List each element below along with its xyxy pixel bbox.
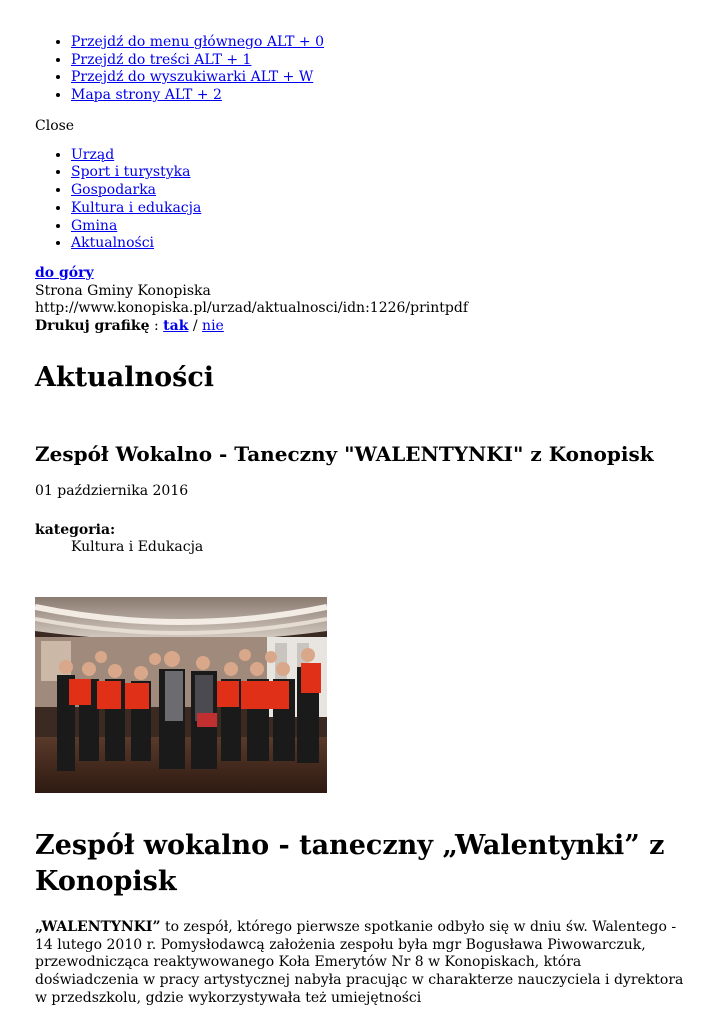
print-graphics-no-link[interactable]: nie xyxy=(202,317,224,334)
page-url: http://www.konopiska.pl/urzad/aktualnosci/idn:1226/printpdf xyxy=(35,300,469,317)
skip-link-item xyxy=(71,34,695,52)
menu-item xyxy=(71,200,695,218)
menu-item xyxy=(71,235,695,253)
menu-item xyxy=(71,182,695,200)
print-graphics-slash: / xyxy=(188,317,203,334)
menu-item-kultura[interactable]: Kultura i edukacja xyxy=(71,199,202,216)
category-value: Kultura i Edukacja xyxy=(71,539,204,556)
menu-item-sport[interactable]: Sport i turystyka xyxy=(71,164,191,181)
category-label: kategoria: xyxy=(35,521,116,538)
print-graphics-yes-link[interactable]: tak xyxy=(163,317,189,334)
back-to-top-link[interactable]: do góry xyxy=(35,264,94,281)
skip-to-content-link[interactable]: Przejdź do treści ALT + 1 xyxy=(71,51,252,68)
menu-item xyxy=(71,218,695,236)
skip-to-main-menu-link[interactable]: Przejdź do menu głównego ALT + 0 xyxy=(71,34,324,50)
article-body xyxy=(35,919,685,1008)
print-graphics-toggle xyxy=(35,318,695,336)
skip-link-item xyxy=(71,87,695,105)
skip-links xyxy=(35,34,695,105)
article-category xyxy=(35,522,695,557)
menu-item-gospodarka[interactable]: Gospodarka xyxy=(71,182,157,199)
main-menu xyxy=(35,147,695,253)
back-to-top xyxy=(35,265,695,283)
menu-item xyxy=(71,164,695,182)
skip-link-item xyxy=(71,69,695,87)
print-page xyxy=(35,0,695,1006)
article-title: Zespół Wokalno - Taneczny "WALENTYNKI" z Konopisk xyxy=(35,441,654,466)
menu-item-aktualnosci[interactable]: Aktualności xyxy=(71,235,155,252)
print-graphics-separator: : xyxy=(149,317,164,334)
close-label[interactable]: Close xyxy=(35,117,75,134)
article-date: 01 października 2016 xyxy=(35,482,189,499)
article-body-text: to zespół, którego pierwsze spotkanie odbyło się w dniu św. Walentego - 14 lutego 2010 r. Pomysłodawcą założenia zespołu była mgr Bogusława Piwowarczuk, przewodnicząca reaktywowanego Koła Emerytów Nr 8 w Konopiskach, która doświadczenia w pracy artystycznej nabyła pracując w charakterze nauczyciela i dyrektora w przedszkolu, gdzie wykorzystywała też umiejętności xyxy=(35,919,684,1006)
menu-item xyxy=(71,147,695,165)
group-photo xyxy=(35,597,327,793)
menu-item-gmina[interactable]: Gmina xyxy=(71,217,118,234)
skip-link-item xyxy=(71,52,695,70)
skip-to-search-link[interactable]: Przejdź do wyszukiwarki ALT + W xyxy=(71,69,314,86)
sitemap-link[interactable]: Mapa strony ALT + 2 xyxy=(71,87,222,104)
print-graphics-label: Drukuj grafikę xyxy=(35,317,150,334)
article-heading: Zespół wokalno - taneczny „Walentynki” z Konopisk xyxy=(35,830,665,897)
section-title: Aktualności xyxy=(35,361,215,393)
site-name: Strona Gminy Konopiska xyxy=(35,282,211,299)
menu-item-urzad[interactable]: Urząd xyxy=(71,146,115,163)
article-body-bold: „WALENTYNKI” xyxy=(35,919,161,935)
